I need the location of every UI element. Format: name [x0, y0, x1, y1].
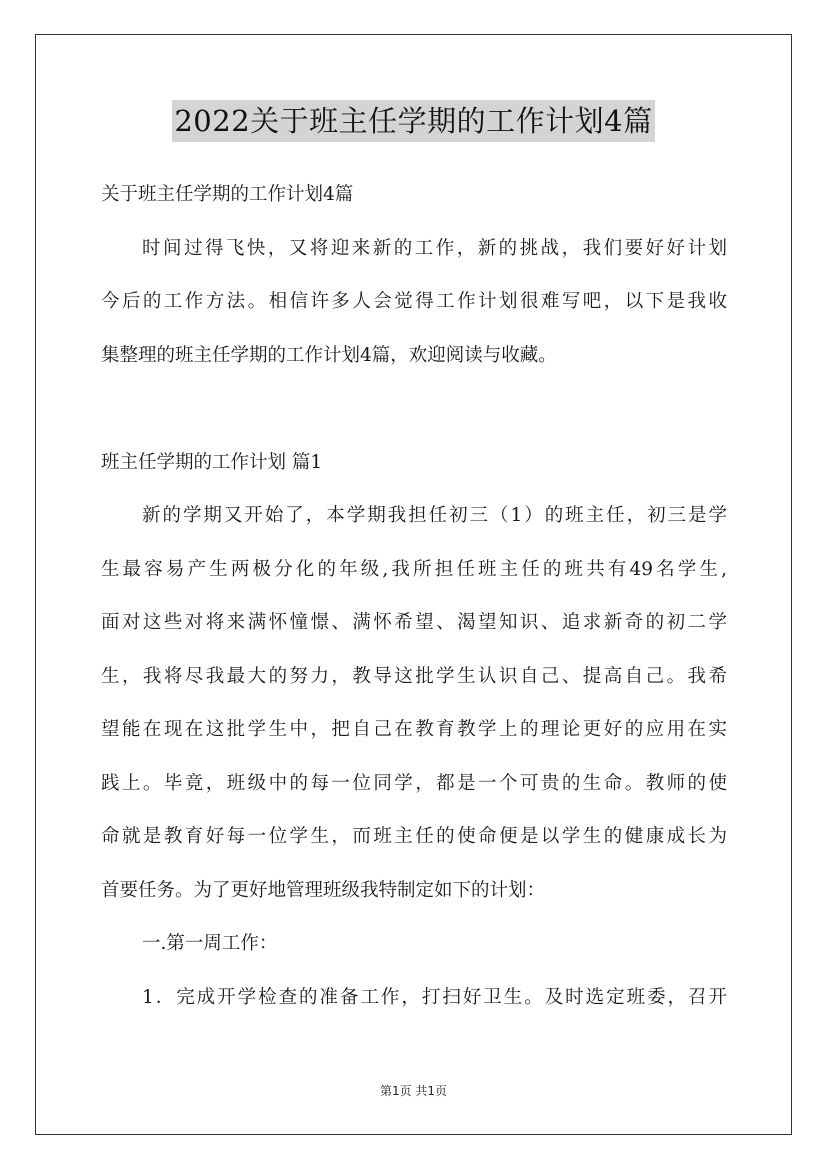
document-body	[101, 168, 727, 1024]
section-line-8: 首要任务。为了更好地管理班级我特制定如下的计划：	[101, 879, 546, 901]
intro-line-2: 今后的工作方法。相信许多人会觉得工作计划很难写吧，以下是我收	[101, 291, 727, 312]
section-line-3: 面对这些对将来满怀憧憬、满怀希望、渴望知识、追求新奇的初二学	[101, 612, 727, 633]
section-line-4: 生，我将尽我最大的努力，教导这批学生认识自己、提高自己。我希	[101, 665, 727, 687]
document-subtitle: 关于班主任学期的工作计划4篇	[101, 184, 354, 205]
section-line-2: 生最容易产生两极分化的年级,我所担任班主任的班共有49名学生,	[101, 558, 727, 580]
intro-line-1: 时间过得飞快，又将迎来新的工作，新的挑战，我们要好好计划	[142, 237, 727, 259]
item-line-1: 1．完成开学检查的准备工作，打扫好卫生。及时选定班委，召开	[142, 986, 727, 1008]
document-title: 2022关于班主任学期的工作计划4篇	[172, 100, 654, 142]
section-line-5: 望能在现在这批学生中，把自己在教育教学上的理论更好的应用在实	[101, 719, 727, 740]
title-container	[0, 100, 827, 142]
section-line-7: 命就是教育好每一位学生，而班主任的使命便是以学生的健康成长为	[101, 826, 727, 847]
item-heading: 一.第一周工作：	[142, 933, 278, 954]
intro-line-3: 集整理的班主任学期的工作计划4篇，欢迎阅读与收藏。	[101, 344, 557, 366]
section-heading: 班主任学期的工作计划 篇1	[101, 451, 323, 473]
section-line-1: 新的学期又开始了，本学期我担任初三（1）的班主任，初三是学	[142, 505, 727, 526]
page-footer: 第1页 共1页	[379, 1084, 448, 1098]
blank-line	[101, 382, 727, 436]
section-line-6: 践上。毕竟，班级中的每一位同学，都是一个可贵的生命。教师的使	[101, 772, 727, 794]
